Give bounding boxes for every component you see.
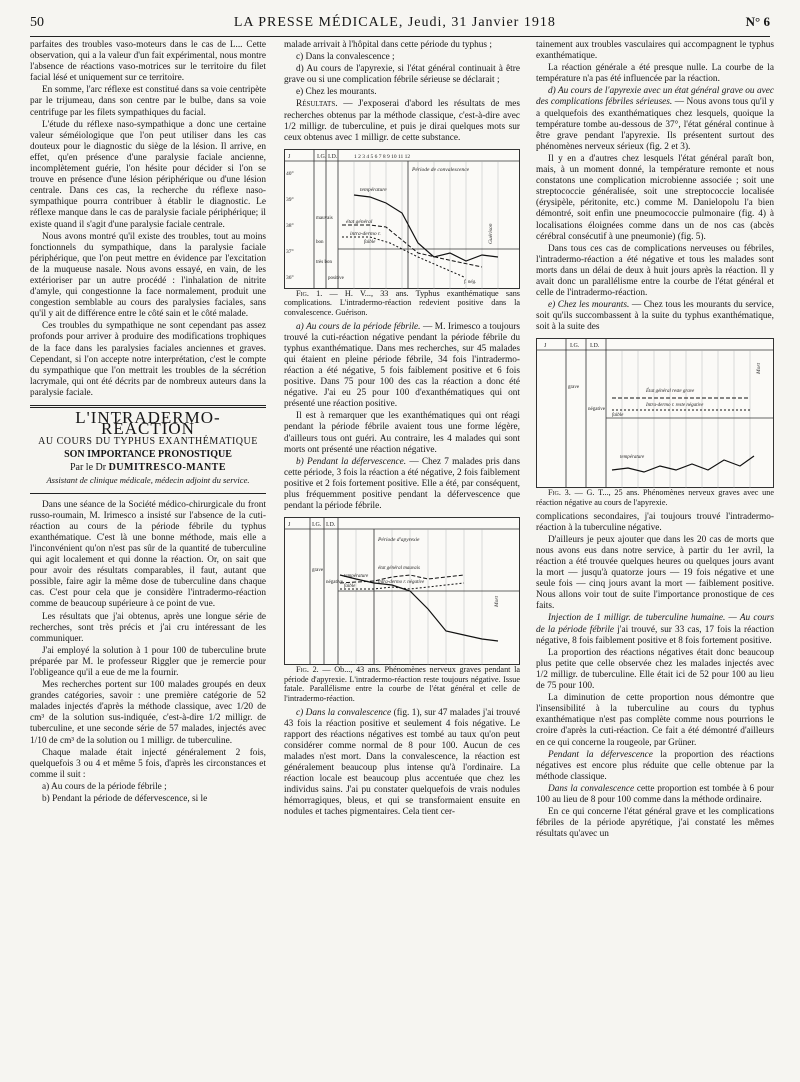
- row-label: positive: [328, 275, 344, 281]
- series-label: température: [360, 186, 387, 193]
- series-label: faible: [344, 584, 356, 590]
- paragraph: tainement aux troubles vasculaires qui accompagnent le typhus exanthématique.: [536, 40, 774, 62]
- paragraph: Ces troubles du sympathique ne sont cependant pas assez profonds pour arriver à produire des modifications trophiques de la face dans les paralysies faciales anciennes et graves. Cependant, si l'on accepte notre interprétation, c'est le compte du sympathique que l'on mettrait les troubles de la sécrétion lacrymale, qui ont été décrits par de nombreux auteurs dans la paralysie faciale.: [30, 321, 266, 398]
- axis-label: I.G.: [317, 153, 327, 160]
- paragraph: [536, 300, 774, 333]
- axis-label: J: [288, 153, 291, 160]
- paragraph-text: — M. Irimesco a toujours trouvé la cuti-réaction négative pendant la période fébrile du typhus exanthématique. Dans mes recherches, sur 45 malades qui étaient en pleine période fébrile, 34 fois l'intradermo-réaction a été négative, 5 fois faiblement positive et 6 fois positive. Dans 75 pour 100 des cas la réaction a donc été négative. J'ai eu 25 pour 100 d'exanthématiques qui ont présenté une réaction positive.: [284, 321, 520, 410]
- row-label: grave: [312, 568, 324, 574]
- paragraph: [536, 750, 774, 783]
- paragraph: La diminution de cette proportion nous démontre que l'insensibilité à la tuberculine au cours du typhus exanthématique n'est pas complète comme nous pourrions le croire d'après la cuti-réaction. Ce fait a été démontré d'ailleurs en ce qui concerne la rougeole, par Grüner.: [536, 693, 774, 748]
- paragraph: parfaites des troubles vaso-moteurs dans le cas de L... Cette observation, qui a la valeur d'un fait expérimental, nous montre l'absence de réactions vaso-motrices sur le territoire du filet facial lésé et uniquement sur ce territoire.: [30, 40, 266, 84]
- outcome-label: Guérison: [488, 223, 494, 244]
- column-3: [536, 40, 774, 1072]
- temperature-chart-2: [284, 517, 520, 665]
- page-number: 50: [30, 15, 44, 30]
- figure-caption: [284, 289, 520, 318]
- section-label: Injection de 1 milligr. de tuberculine humaine.: [548, 613, 726, 624]
- intradermo-curve: [342, 237, 464, 277]
- series-label: état général: [346, 218, 373, 225]
- series-label: intra-dermo r.: [350, 230, 381, 237]
- paragraph: [284, 322, 520, 411]
- paragraph: L'étude du réflexe naso-sympathique a donc une certaine valeur séméiologique que l'on peut utiliser dans les cas douteux pour le diagnostic du siège de la lésion. Il arrive, en effet, qu'en présence d'une paralysie faciale ancienne, incomplètement guérie, l'on hésite pour décider si l'on se trouve en présence d'une lésion périphérique ou d'une lésion centrale. Dans ces cas, la recherche du réflexe naso-sympathique pourra contribuer à établir le diagnostic. Le réflexe manque dans le cas de paralysie faciale périphérique; il existe quand il s'agit d'une paralysie faciale centrale.: [30, 119, 266, 230]
- paragraph-text: — Nous avons tous qu'il y a quelquefois des exanthématiques chez lesquels, quoique la température tombe au-dessous de 37°, l'état général continue à être grave pendant l'apyrexie. Ils présentent surtout des phénomènes nerveux sérieux (fig. 2 et 3).: [536, 97, 774, 152]
- paragraph: Dans tous ces cas de complications nerveuses ou fébriles, l'intradermo-réaction a été négative et tous les malades sont morts dans un délai de deux à huit jours après la réaction. Il y avait donc un parallélisme entre la courbe de l'état général et celle de l'intradermo-réaction.: [536, 243, 774, 299]
- axis-label: I.G.: [312, 522, 322, 529]
- list-item: c) Dans la convalescence ;: [296, 52, 395, 63]
- temp-label: 37°: [286, 248, 294, 255]
- paragraph: malade arrivait à l'hôpital dans cette période du typhus ;: [284, 40, 492, 50]
- series-label: faible: [364, 239, 376, 245]
- paragraph-text: (fig. 1), sur 47 malades j'ai trouvé 43 fois la réaction positive et seulement 4 fois négative. Le rapport des réactions négatives est tombé au taux qu'on peut considérer comme normal de 8 pour 100. Aucun de ces malades n'est mort. Dans la convalescence, la réaction est généralement beaucoup plus intense qu'à l'ordinaire. La réaction locale est beaucoup plus accentuée que chez les individus sains. J'ai pu constater quelquefois de vrais nodules hémorragiques, bleus, et qui se transformaient ensuite en nodules et taches pigmentaires. Cela tient cer-: [284, 707, 520, 818]
- paragraph: Chaque malade était injecté généralement 2 fois, quelquefois 3 ou 4 et même 5 fois, d'après les circonstances et comme il suit :: [30, 747, 266, 780]
- caption-text: — G. T..., 25 ans. Phénomènes nerveux graves avec une réaction négative au cours de l'apyrexie.: [536, 488, 774, 508]
- paragraph-text: j'ai trouvé, sur 33 cas, 17 fois la réaction négative, 8 fois faiblement positive et 8 fois fortement positive.: [536, 624, 774, 646]
- figure-2: [284, 517, 520, 703]
- series-label: faible: [612, 413, 624, 419]
- row-label: très bon: [316, 259, 332, 265]
- paragraph: Les résultats que j'ai obtenus, après une longue série de recherches, sont très précis et j'ai cru intéressant de les communiquer.: [30, 611, 266, 644]
- outcome-label: Mort: [756, 363, 762, 375]
- page-header: [30, 14, 770, 37]
- article-subtitle-2: SON IMPORTANCE PRONOSTIQUE: [64, 449, 232, 461]
- paragraph: [284, 708, 520, 819]
- divider: [30, 493, 266, 494]
- temperature-curve: [354, 195, 498, 261]
- article-subtitle: AU COURS DU TYPHUS EXANTHÉMATIQUE: [38, 436, 258, 448]
- caption-text: — Ob..., 43 ans. Phénomènes nerveux graves pendant la période d'apyrexie. L'intradermo-réaction reste toujours négative. Issue fatale. Parallélisme entre la courbe de l'état général et celle de l'intradermo-réaction.: [284, 665, 520, 703]
- row-label: négative: [326, 580, 343, 586]
- paragraph: [536, 613, 774, 646]
- series-label: température: [620, 455, 645, 461]
- section-label: a) Au cours de la période fébrile.: [296, 321, 421, 332]
- axis-label: I.G.: [570, 343, 580, 350]
- paragraph: Nous avons montré qu'il existe des troubles, tout au moins fonctionnels du sympathique, dans la paralysie faciale périphérique, que l'on peut mettre en évidence par l'excitation de la muqueuse nasale. Nous avons essayé, en vain, de les extérioriser par un autre procédé : l'inhalation de nitrite d'amyle, qui congestionne la face normalement, produit une congestion semblable au cours des paralysies faciales, sans qu'il y ait de différence entre le côté sain et le côté malade.: [30, 231, 266, 320]
- paragraph: D'ailleurs je peux ajouter que dans les 20 cas de morts que nous avons eus dans notre service, à partir du 1er avril, la réaction a été trouvée quelques heures ou quelques jours avant la mort — jusqu'à quatorze jours — 19 fois négative et une seule fois — cinq jours avant la mort — faiblement positive. Nous allons voir tout de suite l'importance pronostique de ces faits.: [536, 534, 774, 612]
- outcome-label: Mort: [494, 596, 500, 608]
- temp-label: 39°: [286, 196, 294, 203]
- axis-label: J: [544, 343, 547, 350]
- axis-label: I.D.: [328, 153, 338, 160]
- temp-label: 36°: [286, 274, 294, 281]
- axis-label: I.D.: [590, 343, 600, 350]
- list-item: b) Pendant la période de défervescence, si le: [42, 794, 208, 804]
- section-label: Dans la convalescence: [548, 783, 635, 794]
- paragraph: Il y en a d'autres chez lesquels l'état général paraît bon, mais, à un moment donné, la température remonte et nous constatons une complication microbienne associée ; soit une streptococcie généralisée, soit une streptococcie localisée (érysipèle, péritonite, etc.) comme M. Danielopolu l'a bien démontré, soit enfin une pneumococcie pulmonaire (fig. 4) à localisations éloignées comme dans un de nos cas (abcès cérébral consécutif à une pneumonie) (fig. 5).: [536, 153, 774, 242]
- figure-1: [284, 149, 520, 318]
- section-label: d) Au cours de l'apyrexie avec un état général grave ou avec des complications fébriles sérieuses.: [536, 86, 774, 108]
- paragraph: [536, 86, 774, 153]
- section-label: e) Chez les mourants.: [548, 300, 630, 311]
- article-title: L'INTRADERMO-RÉACTION: [75, 408, 221, 439]
- paragraph: Mes recherches portent sur 100 malades groupés en deux grandes catégories, savoir : une première catégorie de 52 malades injectés d'après la méthode classique, avec 1/20 de cm³ de la solution sus-indiquée, c'est-à-dire 1/2 milligr. de tuberculine, et une seconde série de 57 malades, injectés avec 1/10 de cm³ de la solution ou 1 milligr. de tuberculine.: [30, 680, 266, 746]
- figure-caption: [284, 665, 520, 703]
- temp-label: 38°: [286, 222, 294, 229]
- paragraph: La réaction générale a été presque nulle. La courbe de la température n'a pas été influencée par la réaction.: [536, 63, 774, 85]
- series-label: Intra-dermo r. reste négative: [646, 403, 704, 409]
- section-label: — Au cours de la période fébrile: [536, 613, 774, 635]
- section-label: Résultats.: [296, 99, 338, 110]
- row-label: bon: [316, 239, 324, 245]
- paragraph-text: — Chez tous les mourants du service, soit qu'ils succombassent à la suite du typhus exanthématique, soit à la suite des: [536, 300, 774, 333]
- figure-label: Fig. 2.: [296, 665, 319, 675]
- list-item: d) Au cours de l'apyrexie, si l'état général continuait à être grave ou si une complication fébrile sérieuse se déclarait ;: [284, 64, 520, 86]
- series-label: température: [344, 574, 369, 580]
- figure-label: Fig. 3.: [548, 488, 571, 498]
- section-label: Pendant la défervescence: [548, 749, 653, 760]
- author-name: DUMITRESCO-MANTE: [108, 462, 227, 474]
- byline-prefix: Par le Dr: [69, 462, 107, 474]
- paragraph: J'ai employé la solution à 1 pour 100 de tuberculine brute préparée par M. le professeur Riggler que je remercie pour l'obligeance qu'il a eue de me la fournir.: [30, 645, 266, 678]
- temp-label: 40°: [286, 170, 294, 177]
- paragraph: [284, 99, 520, 143]
- section-label: b) Pendant la défervescence.: [296, 456, 407, 467]
- paragraph-text: la proportion des réactions négatives est encore plus réduite que celle obtenue par la méthode classique.: [536, 749, 774, 782]
- paragraph: [536, 784, 774, 806]
- paragraph: En somme, l'arc réflexe est constitué dans sa voie centripète par le trijumeau, dans son centre par le bulbe, dans sa voie centrifuge par les filets sympathiques du facial.: [30, 85, 266, 118]
- axis-label: J: [288, 522, 291, 529]
- paragraph: [284, 457, 520, 512]
- paragraph-text: cette proportion est tombée à 6 pour 100 au lieu de 8 pour 100 comme dans la méthode ordinaire.: [536, 783, 774, 805]
- row-label: mauvais: [316, 215, 333, 221]
- figure-label: Fig. 1.: [296, 288, 323, 298]
- axis-label: I.D.: [326, 522, 336, 529]
- figure-caption: [536, 488, 774, 507]
- column-2: [284, 40, 520, 1072]
- row-label: négative: [588, 407, 605, 413]
- series-label: état général mauvais: [378, 566, 420, 572]
- author-affiliation: Assistant de clinique médicale, médecin adjoint du service.: [46, 475, 250, 486]
- period-label: Période d'apyrexie: [378, 537, 420, 544]
- list-item: e) Chez les mourants.: [296, 87, 377, 98]
- issue-number: N° 6: [745, 14, 770, 29]
- column-1: [30, 40, 266, 1072]
- row-label: grave: [568, 385, 580, 391]
- paragraph-text: — J'exposerai d'abord les résultats de mes recherches obtenus par la méthode classique, c'est-à-dire avec 1/2 milligr. de tuberculine, et puis je dirai quelques mots sur ceux obtenus avec 1 milligr. de cette substance.: [284, 99, 520, 143]
- paragraph: La proportion des réactions négatives était donc beaucoup plus petite que celle observée chez les malades injectés avec 1/2 milligr. de tuberculine. Elle était ici de 52 pour 100 au lieu de 75 pour 100.: [536, 647, 774, 692]
- series-label: État général reste grave: [646, 389, 695, 395]
- journal-title: LA PRESSE MÉDICALE, Jeudi, 31 Janvier 1918: [233, 15, 556, 30]
- byline: [30, 462, 266, 473]
- paragraph: complications secondaires, j'ai toujours trouvé l'intradermo-réaction à la tuberculine négative.: [536, 511, 774, 533]
- paragraph-text: — Chez 7 malades pris dans cette période, 3 fois la réaction a été négative, 2 fois faiblement positive et 2 fois fortement positive. Elle a été, par conséquent, plus fréquemment positive pendant la défervescence que pendant la période fébrile.: [284, 456, 520, 512]
- list-item: a) Au cours de la période fébrile ;: [42, 781, 167, 792]
- series-label: f. nég.: [464, 279, 477, 285]
- series-label: intra-dermo r. négative: [378, 580, 425, 586]
- temperature-chart-1: [284, 149, 520, 289]
- period-label: Période de convalescence: [412, 166, 470, 173]
- paragraph: Il est à remarquer que les exanthématiques qui ont réagi pendant la période fébrile avaient tous une forme légère, d'ailleurs tous ont guéri. Au contraire, les 4 malades qui sont morts ont présenté une réaction négative.: [284, 411, 520, 455]
- paragraph: Dans une séance de la Société médico-chirurgicale du front russo-roumain, M. Irimesco a insisté sur l'absence de la cuti-réaction au cours de la période fébrile du typhus exanthématique. C'est là une bonne méthode, mais elle a l'inconvénient qu'on n'est pas sûr de la quantité de tuberculine qui agit localement et qui donne la réaction. Or, on sait que pour avoir des résultats comparables, il faut, autant que possible, faire agir la même dose de tuberculine dans chaque cas. C'est pour cela que je considère l'intradermo-réaction comme de beaucoup supérieure à ce point de vue.: [30, 499, 266, 610]
- caption-text: — H. V..., 33 ans. Typhus exanthématique sans complications. L'intradermo-réaction redevient positive dans la convalescence. Guérison.: [284, 288, 520, 318]
- section-label: c) Dans la convalescence: [296, 707, 392, 718]
- paragraph: En ce qui concerne l'état général grave et les complications fébriles de la période apyrétique, j'ai constaté les mêmes résultats qu'avec un: [536, 807, 774, 840]
- day-numbers: 1 2 3 4 5 6 7 8 9 10 11 12: [354, 153, 411, 160]
- temperature-chart-3: [536, 338, 774, 488]
- figure-3: [536, 338, 774, 507]
